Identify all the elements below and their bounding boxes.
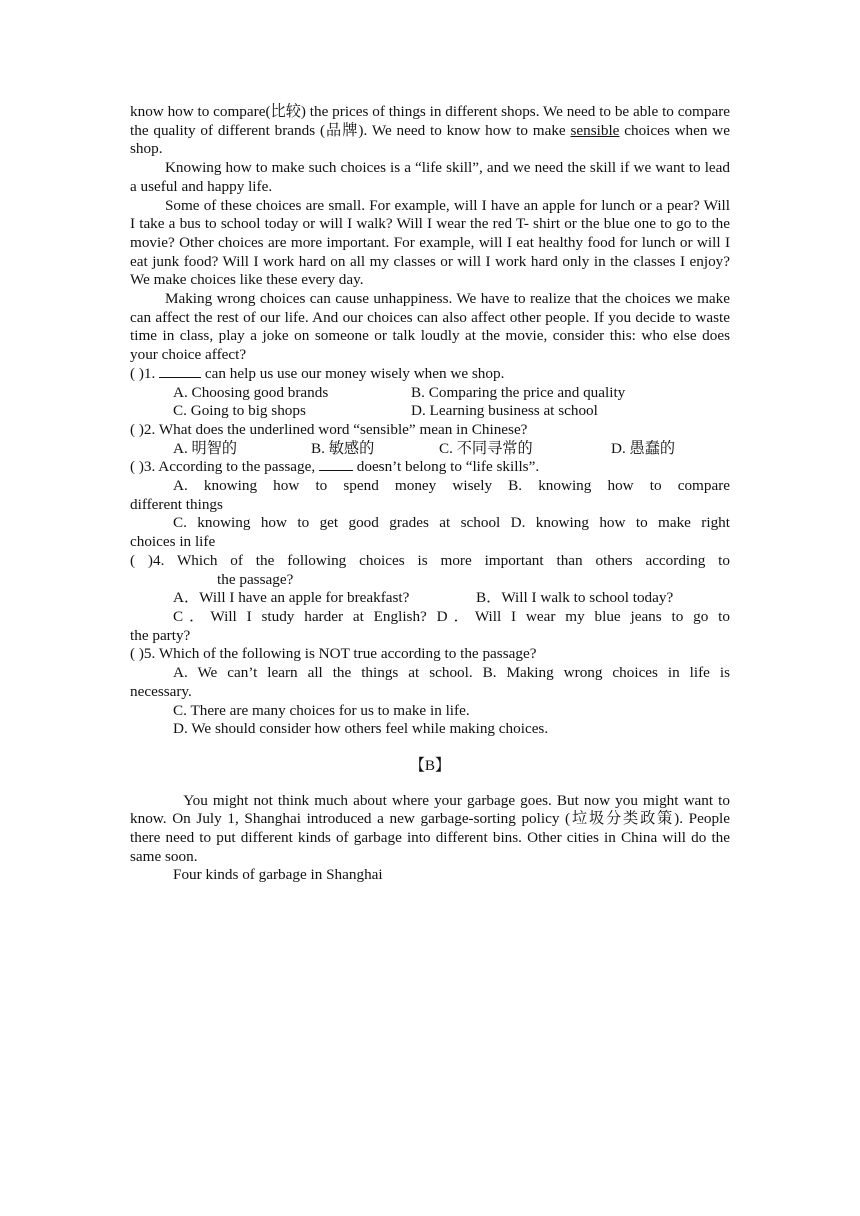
passage-a-paragraph-3: Some of these choices are small. For example, will I have an apple for lunch or a pear? Will I take a bus to school today or will I walk? Will I wear the red T- shirt or the blue one to go to the movie? Other choices are more important. For example, will I eat healthy food for lunch or will I eat junk food? Will I work hard on all my classes or will I work hard only in the classes I enjoy? We make choices like these every day. bbox=[130, 196, 730, 289]
option-d[interactable]: D. Learning business at school bbox=[411, 402, 598, 420]
question-3 bbox=[130, 458, 730, 552]
question-2-options bbox=[130, 440, 730, 459]
option-c[interactable]: C. 不同寻常的 bbox=[439, 439, 533, 457]
option-a[interactable]: A. 明智的 bbox=[173, 439, 238, 457]
option-a[interactable]: A．Will I have an apple for breakfast? bbox=[173, 589, 410, 607]
passage-a-paragraph-1 bbox=[130, 103, 730, 159]
question-4-stem: ( )4. Which of the following choices is more important than others according to bbox=[130, 551, 730, 569]
passage-b-paragraph-1: You might not think much about where your garbage goes. But now you might want to know. On July 1, Shanghai introduced a new garbage-sorting policy (垃圾分类政策). People there need to put different kinds of garbage into different bins. Other cities in China will do the same soon. bbox=[130, 791, 730, 865]
question-2 bbox=[130, 421, 730, 458]
option-c[interactable]: C. There are many choices for us to make in life. bbox=[173, 701, 470, 719]
question-5 bbox=[130, 645, 730, 739]
question-1-options-cd bbox=[130, 402, 730, 421]
answer-blank[interactable] bbox=[159, 365, 201, 378]
option-a[interactable]: A. Choosing good brands bbox=[173, 383, 329, 401]
question-number: ( )1. bbox=[130, 364, 160, 382]
option-b[interactable]: B．Will I walk to school today? bbox=[476, 589, 674, 607]
document-page bbox=[130, 103, 730, 885]
question-1-options-ab bbox=[130, 384, 730, 403]
question-4-options-cd[interactable]: C．Will I study harder at English? D．Will I wear my blue jeans to go to bbox=[173, 607, 730, 625]
question-text: doesn’t belong to “life skills”. bbox=[352, 458, 540, 476]
question-4 bbox=[130, 552, 730, 646]
answer-blank[interactable] bbox=[319, 458, 353, 471]
question-5-options-ab[interactable]: A. We can’t learn all the things at school. B. Making wrong choices in life is bbox=[173, 664, 730, 682]
question-text: can help us use our money wisely when we shop. bbox=[201, 364, 505, 382]
question-1 bbox=[130, 365, 730, 421]
passage-b-subheading: Four kinds of garbage in Shanghai bbox=[173, 866, 383, 884]
question-3-options-ab[interactable]: A. knowing how to spend money wisely B. knowing how to compare bbox=[173, 477, 730, 495]
question-3-stem bbox=[130, 458, 730, 477]
question-5-options-ab-continued: necessary. bbox=[130, 682, 192, 700]
question-4-options-ab bbox=[130, 589, 730, 608]
option-b[interactable]: B. 敏感的 bbox=[311, 439, 375, 457]
question-2-stem: ( )2. What does the underlined word “sensible” mean in Chinese? bbox=[130, 420, 528, 438]
question-1-stem bbox=[130, 365, 730, 384]
paragraph-text: know how to compare(比较) the prices of things in different shops. We need to be able to compare the quality of different brands (品牌). We need to know how to make bbox=[130, 103, 730, 139]
option-d[interactable]: D. We should consider how others feel while making choices. bbox=[173, 720, 549, 738]
paragraph-text: choices when we shop. bbox=[130, 121, 731, 158]
passage-a-paragraph-2: Knowing how to make such choices is a “life skill”, and we need the skill if we want to lead a useful and happy life. bbox=[130, 159, 730, 195]
question-4-options-cd-continued: the party? bbox=[130, 626, 191, 644]
underlined-word: sensible bbox=[570, 121, 620, 139]
option-c[interactable]: C. Going to big shops bbox=[173, 402, 306, 420]
option-d[interactable]: D. 愚蠢的 bbox=[611, 439, 676, 457]
question-3-options-cd[interactable]: C. knowing how to get good grades at school D. knowing how to make right bbox=[173, 514, 730, 532]
question-4-stem-continued: the passage? bbox=[217, 570, 294, 588]
question-5-stem: ( )5. Which of the following is NOT true according to the passage? bbox=[130, 645, 537, 663]
question-number: ( )3. According to the passage, bbox=[130, 458, 319, 476]
option-b[interactable]: B. Comparing the price and quality bbox=[411, 383, 626, 401]
question-3-options-cd-continued: choices in life bbox=[130, 533, 216, 551]
section-b-heading: 【B】 bbox=[409, 756, 451, 774]
passage-a-paragraph-4: Making wrong choices can cause unhappiness. We have to realize that the choices we make can affect the rest of our life. And our choices can also affect other people. If you decide to waste time in class, play a joke on someone or talk loudly at the movie, consider this: who else does your choice affect? bbox=[130, 290, 730, 364]
question-3-options-ab-continued: different things bbox=[130, 495, 223, 513]
